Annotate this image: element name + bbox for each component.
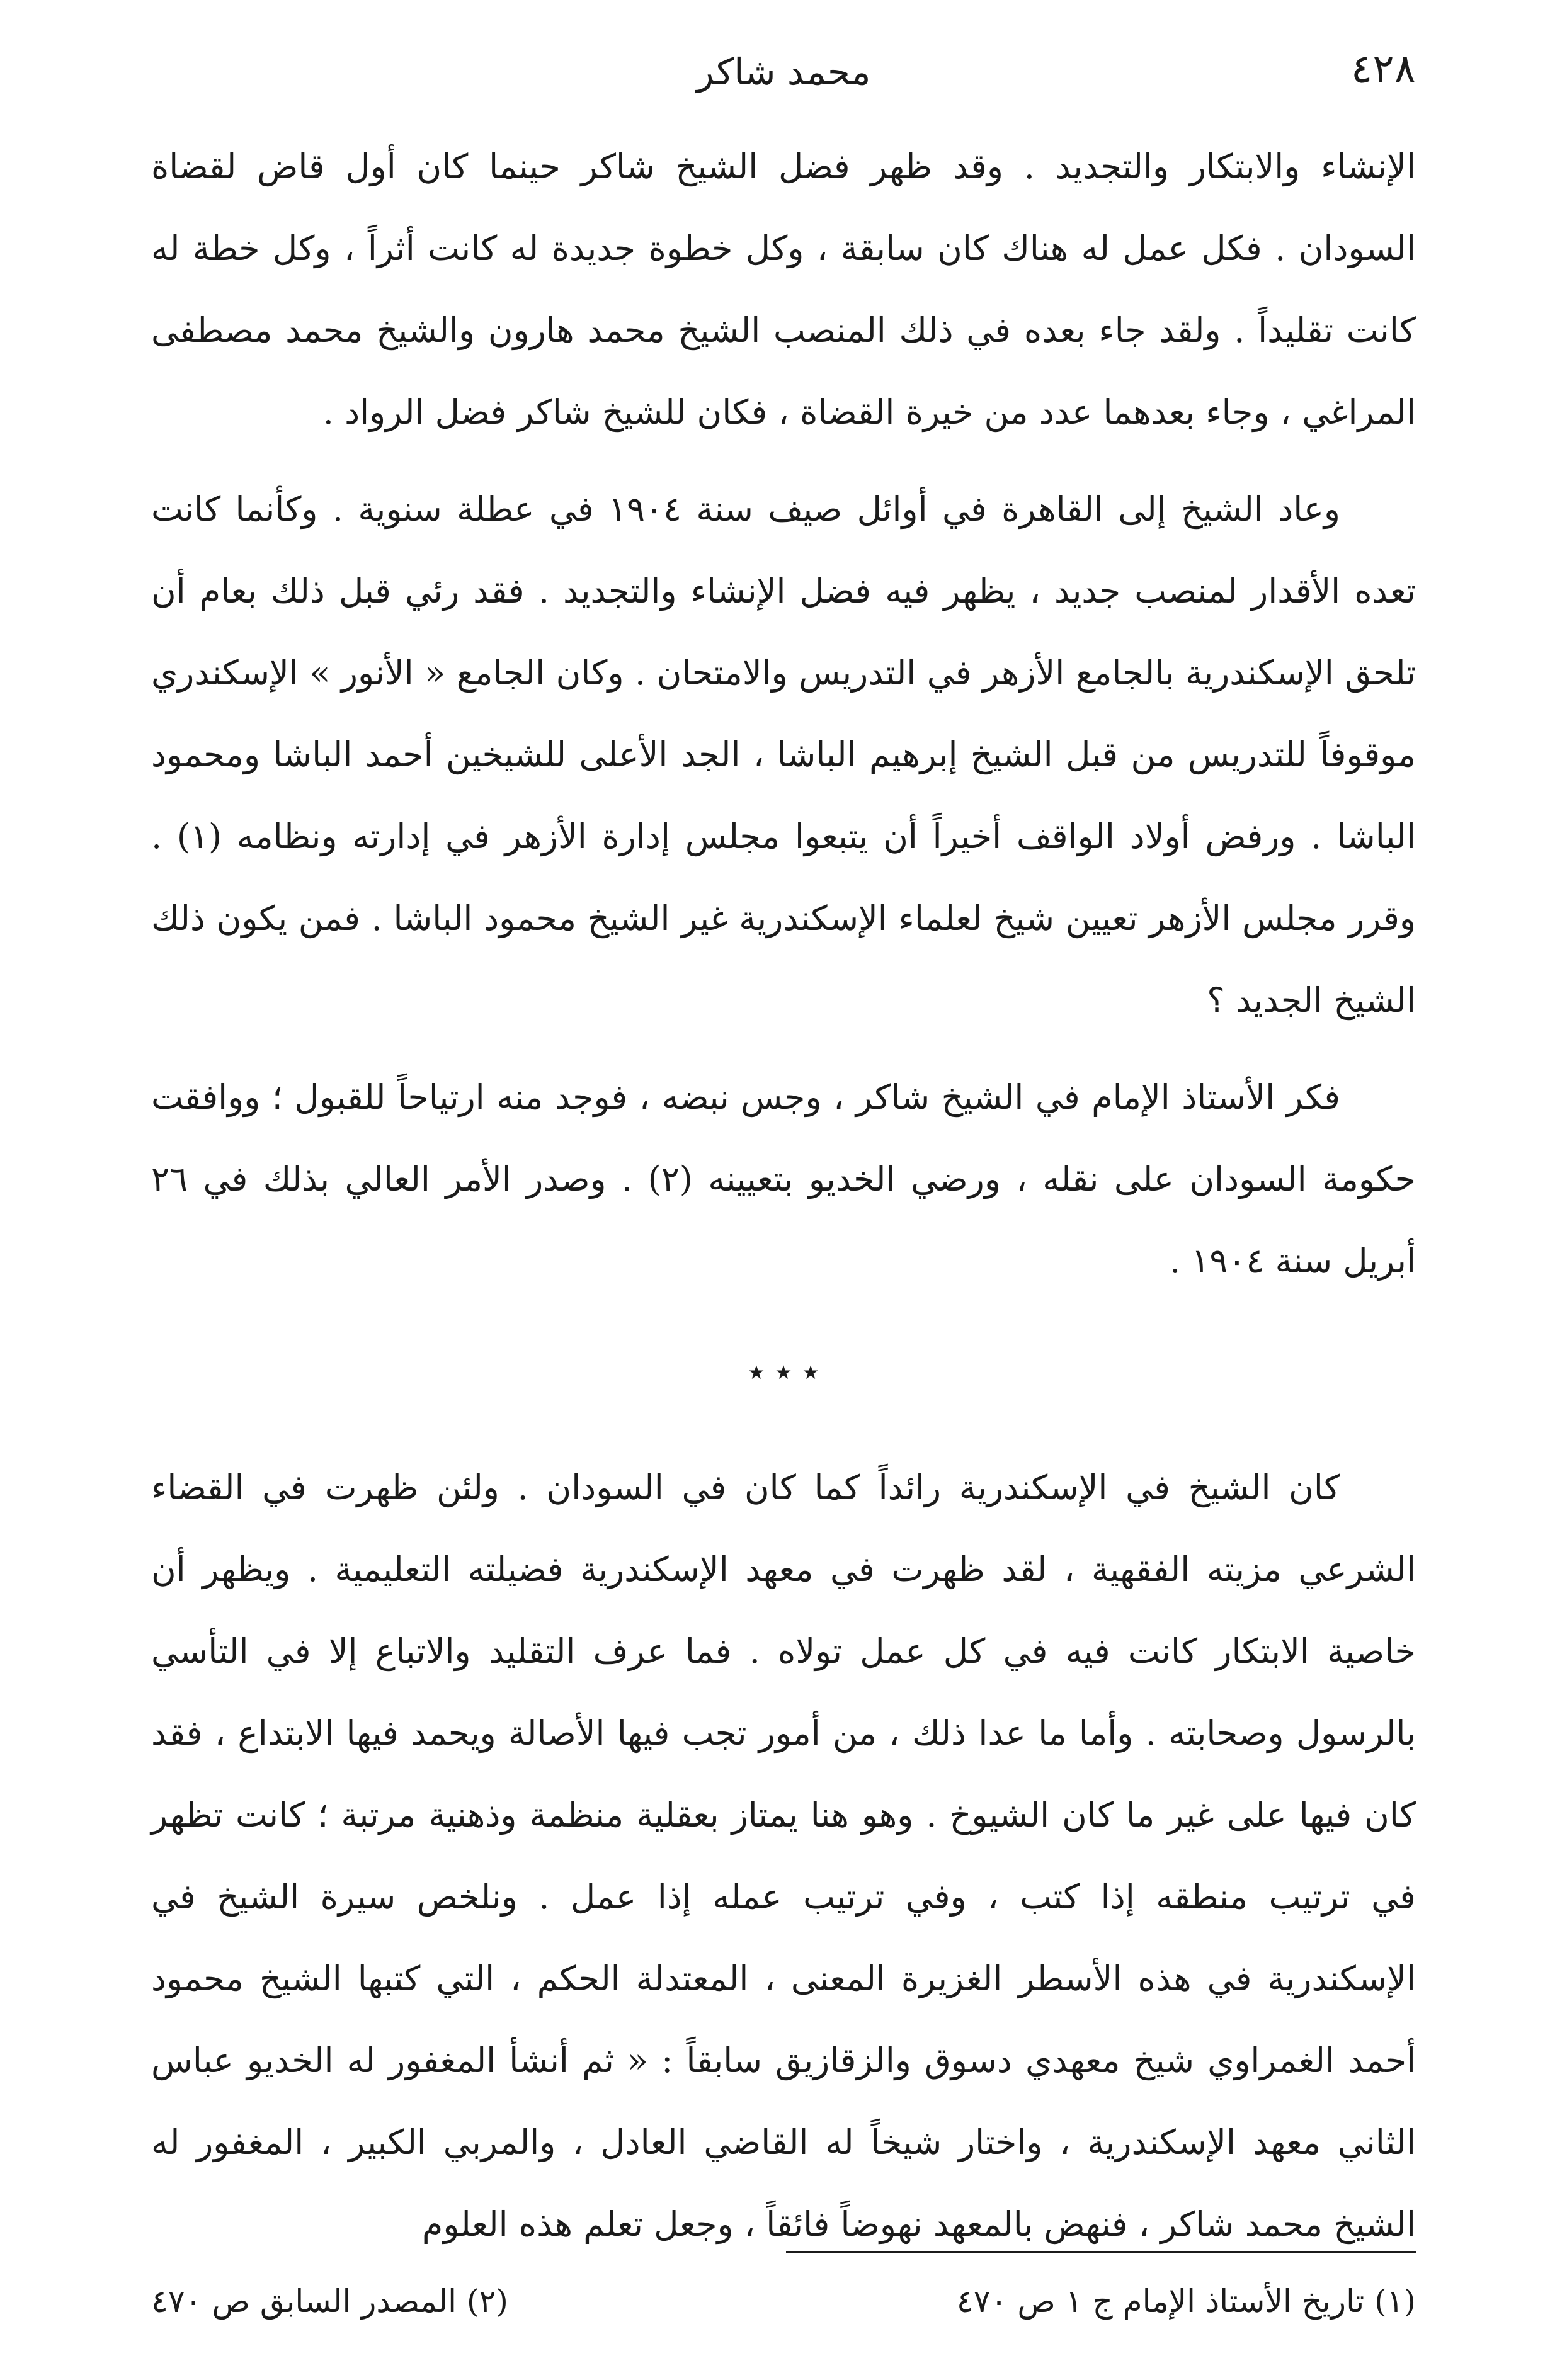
footnote-2: (٢) المصدر السابق ص ٤٧٠	[151, 2283, 508, 2320]
page-header	[151, 38, 1416, 101]
page-number: ٤٢٨	[1350, 46, 1416, 93]
footnotes	[151, 2270, 1416, 2339]
paragraph-4: كان الشيخ في الإسكندرية رائداً كما كان في السودان . ولئن ظهرت في القضاء الشرعي مزيته الفقهية ، لقد ظهرت في معهد الإسكندرية فضيلته التعليمية . ويظهر أن خاصية الابتكار كانت فيه في كل عمل تولاه . فما عرف التقليد والاتباع إلا في التأسي بالرسول وصحابته . وأما ما عدا ذلك ، من أمور تجب فيها الأصالة ويحمد فيها الابتداع ، فقد كان فيها على غير ما كان الشيوخ . وهو هنا يمتاز بعقلية منظمة وذهنية مرتبة ؛ كانت تظهر في ترتيب منطقه إذا كتب ، وفي ترتيب عمله إذا عمل . ونلخص سيرة الشيخ في الإسكندرية في هذه الأسطر الغزيرة المعنى ، المعتدلة الحكم ، التي كتبها الشيخ محمود أحمد الغمراوي شيخ معهدي دسوق والزقازيق سابقاً : « ثم أنشأ المغفور له الخديو عباس الثاني معهد الإسكندرية ، واختار شيخاً له القاضي العادل ، والمربي الكبير ، المغفور له الشيخ محمد شاكر ، فنهض بالمعهد نهوضاً فائقاً ، وجعل تعلم هذه العلوم	[151, 1468, 1416, 2244]
body-text	[151, 126, 1416, 2244]
paragraph-1: الإنشاء والابتكار والتجديد . وقد ظهر فضل الشيخ شاكر حينما كان أول قاض لقضاة السودان . فكل عمل له هناك كان سابقة ، وكل خطوة جديدة له كانت أثراً ، وكل خطة له كانت تقليداً . ولقد جاء بعده في ذلك المنصب الشيخ محمد هارون والشيخ محمد مصطفى المراغي ، وجاء بعدهما عدد من خيرة القضاة ، فكان للشيخ شاكر فضل الرواد .	[151, 147, 1416, 432]
paragraph-2: وعاد الشيخ إلى القاهرة في أوائل صيف سنة ١٩٠٤ في عطلة سنوية . وكأنما كانت تعده الأقدار لمنصب جديد ، يظهر فيه فضل الإنشاء والتجديد . فقد رئي قبل ذلك بعام أن تلحق الإسكندرية بالجامع الأزهر في التدريس والامتحان . وكان الجامع « الأنور » الإسكندري موقوفاً للتدريس من قبل الشيخ إبرهيم الباشا ، الجد الأعلى للشيخين أحمد الباشا ومحمود الباشا . ورفض أولاد الواقف أخيراً أن يتبعوا مجلس إدارة الأزهر في إدارته ونظامه (١) . وقرر مجلس الأزهر تعيين شيخ لعلماء الإسكندرية غير الشيخ محمود الباشا . فمن يكون ذلك الشيخ الجديد ؟	[151, 489, 1416, 1020]
footnote-rule	[786, 2251, 1416, 2253]
paragraph-3: فكر الأستاذ الإمام في الشيخ شاكر ، وجس نبضه ، فوجد منه ارتياحاً للقبول ؛ ووافقت حكومة السودان على نقله ، ورضي الخديو بتعيينه (٢) . وصدر الأمر العالي بذلك في ٢٦ أبريل سنة ١٩٠٤ .	[151, 1077, 1416, 1281]
section-separator: ٭ ٭ ٭	[748, 1353, 819, 1390]
running-head: محمد شاكر	[696, 50, 871, 93]
footnote-1: (١) تاريخ الأستاذ الإمام ج ١ ص ٤٧٠	[956, 2283, 1416, 2320]
